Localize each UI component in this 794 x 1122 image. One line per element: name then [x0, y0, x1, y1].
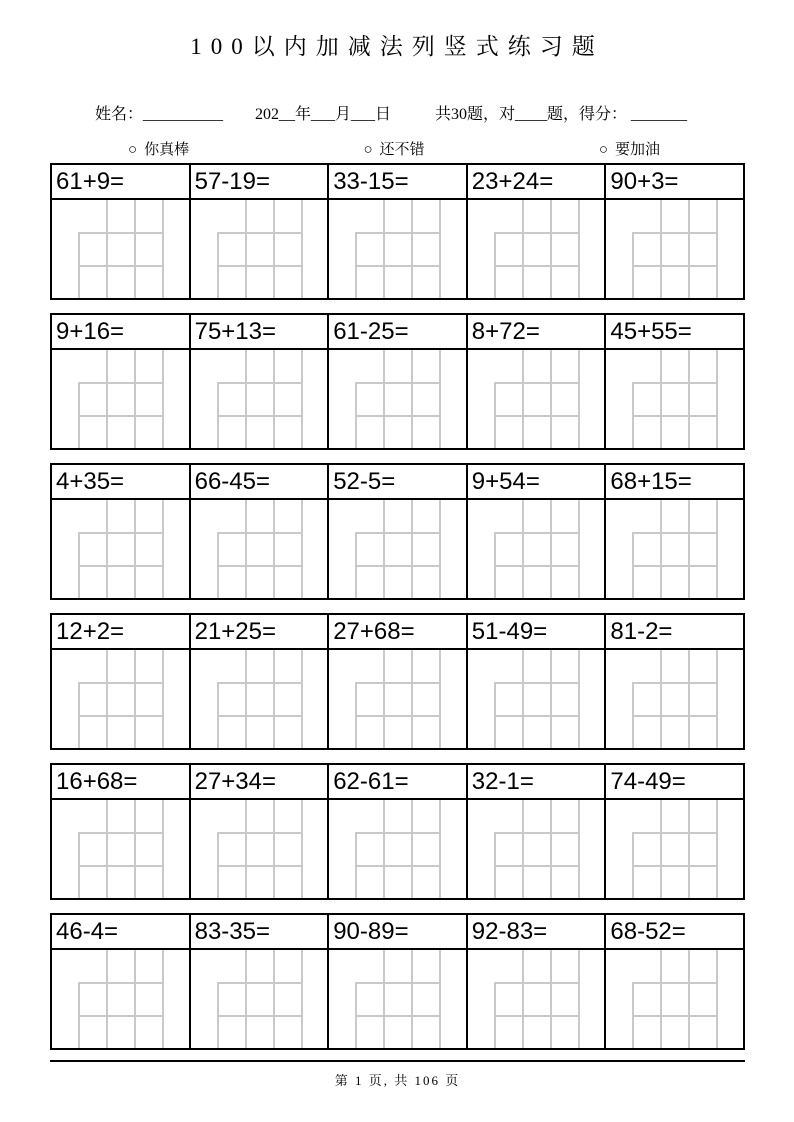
problem-cell: [604, 615, 743, 748]
problem-expression: 74-49=: [606, 765, 743, 800]
problem-cell: [466, 615, 605, 748]
rating-label: 你真棒: [144, 142, 190, 158]
work-area: [468, 500, 605, 598]
calc-grid: [78, 950, 164, 1048]
calc-grid: [494, 200, 580, 298]
calc-grid: [494, 800, 580, 898]
problem-cell: [327, 765, 466, 898]
rating-label: 还不错: [379, 142, 425, 158]
problem-expression: 9+16=: [52, 315, 189, 350]
calc-grid: [355, 650, 441, 748]
calc-grid: [632, 200, 718, 298]
problem-row: [50, 763, 745, 900]
work-area: [329, 650, 466, 748]
work-area: [52, 350, 189, 448]
problem-cell: [466, 915, 605, 1048]
calc-grid: [78, 350, 164, 448]
problem-row: [50, 463, 745, 600]
work-area: [52, 650, 189, 748]
work-area: [468, 350, 605, 448]
problem-expression: 16+68=: [52, 765, 189, 800]
work-area: [329, 800, 466, 898]
work-area: [606, 350, 743, 448]
problem-expression: 61+9=: [52, 165, 189, 200]
problem-expression: 45+55=: [606, 315, 743, 350]
rating-row: [128, 138, 660, 159]
problem-cell: [189, 465, 328, 598]
problem-cell: [327, 315, 466, 448]
calc-grid: [355, 350, 441, 448]
calc-grid: [355, 800, 441, 898]
work-area: [191, 350, 328, 448]
problem-row: [50, 313, 745, 450]
work-area: [329, 500, 466, 598]
calc-grid: [217, 350, 303, 448]
calc-grid: [632, 650, 718, 748]
work-area: [191, 800, 328, 898]
problem-cell: [466, 765, 605, 898]
calc-grid: [494, 650, 580, 748]
problem-expression: 46-4=: [52, 915, 189, 950]
calc-grid: [494, 500, 580, 598]
problem-cell: [52, 915, 189, 1048]
calc-grid: [78, 650, 164, 748]
work-area: [606, 800, 743, 898]
problem-cell: [604, 165, 743, 298]
problem-sheet: [50, 163, 745, 1089]
work-area: [191, 950, 328, 1048]
student-name-field: 姓名：__________: [95, 106, 224, 123]
problem-expression: 68+15=: [606, 465, 743, 500]
problem-expression: 8+72=: [468, 315, 605, 350]
problem-cell: [327, 915, 466, 1048]
problem-cell: [52, 765, 189, 898]
calc-grid: [632, 350, 718, 448]
work-area: [606, 650, 743, 748]
problem-expression: 12+2=: [52, 615, 189, 650]
calc-grid: [217, 950, 303, 1048]
calc-grid: [217, 650, 303, 748]
problem-expression: 90+3=: [606, 165, 743, 200]
problem-row: [50, 613, 745, 750]
calc-grid: [494, 950, 580, 1048]
date-field: 202__年___月___日: [255, 106, 392, 123]
score-field: 共30题，对____题，得分： _______: [435, 106, 688, 123]
problem-expression: 57-19=: [191, 165, 328, 200]
problem-expression: 27+68=: [329, 615, 466, 650]
problem-cell: [189, 615, 328, 748]
calc-grid: [632, 500, 718, 598]
problem-expression: 81-2=: [606, 615, 743, 650]
circle-icon: ○: [598, 142, 608, 158]
work-area: [52, 800, 189, 898]
work-area: [468, 650, 605, 748]
calc-grid: [494, 350, 580, 448]
problem-cell: [604, 765, 743, 898]
problem-expression: 23+24=: [468, 165, 605, 200]
problem-expression: 51-49=: [468, 615, 605, 650]
problem-cell: [604, 465, 743, 598]
calc-grid: [217, 800, 303, 898]
rating-item-ok: [363, 138, 424, 159]
problem-expression: 92-83=: [468, 915, 605, 950]
problem-cell: [466, 465, 605, 598]
problem-expression: 32-1=: [468, 765, 605, 800]
problem-expression: 90-89=: [329, 915, 466, 950]
student-info-line: [95, 101, 794, 124]
calc-grid: [78, 500, 164, 598]
problem-cell: [327, 615, 466, 748]
problem-cell: [189, 165, 328, 298]
work-area: [468, 800, 605, 898]
problem-cell: [466, 165, 605, 298]
calc-grid: [355, 500, 441, 598]
work-area: [52, 950, 189, 1048]
work-area: [52, 200, 189, 298]
calc-grid: [78, 200, 164, 298]
problem-row: [50, 163, 745, 300]
problem-expression: 52-5=: [329, 465, 466, 500]
problem-cell: [52, 465, 189, 598]
page-title: 100以内加减法列竖式练习题: [190, 34, 604, 59]
rating-item-great: [128, 138, 189, 159]
calc-grid: [217, 500, 303, 598]
problem-cell: [604, 915, 743, 1048]
problem-expression: 9+54=: [468, 465, 605, 500]
problem-expression: 83-35=: [191, 915, 328, 950]
circle-icon: ○: [363, 142, 373, 158]
calc-grid: [632, 950, 718, 1048]
page-number: 第 1 页, 共 106 页: [334, 1073, 461, 1088]
footer-divider: [50, 1060, 745, 1062]
problem-cell: [189, 315, 328, 448]
problem-expression: 62-61=: [329, 765, 466, 800]
problem-expression: 68-52=: [606, 915, 743, 950]
calc-grid: [78, 800, 164, 898]
work-area: [468, 200, 605, 298]
work-area: [191, 500, 328, 598]
work-area: [191, 650, 328, 748]
problem-expression: 33-15=: [329, 165, 466, 200]
work-area: [606, 950, 743, 1048]
calc-grid: [632, 800, 718, 898]
problem-expression: 27+34=: [191, 765, 328, 800]
problem-expression: 61-25=: [329, 315, 466, 350]
work-area: [329, 350, 466, 448]
calc-grid: [217, 200, 303, 298]
problem-expression: 66-45=: [191, 465, 328, 500]
work-area: [52, 500, 189, 598]
work-area: [329, 950, 466, 1048]
rating-label: 要加油: [614, 142, 660, 158]
problem-expression: 4+35=: [52, 465, 189, 500]
problem-row: [50, 913, 745, 1050]
problem-expression: 21+25=: [191, 615, 328, 650]
calc-grid: [355, 200, 441, 298]
work-area: [191, 200, 328, 298]
work-area: [606, 500, 743, 598]
problem-cell: [52, 165, 189, 298]
problem-cell: [189, 765, 328, 898]
problem-cell: [52, 315, 189, 448]
problem-cell: [466, 315, 605, 448]
work-area: [329, 200, 466, 298]
problem-cell: [189, 915, 328, 1048]
circle-icon: ○: [128, 142, 138, 158]
work-area: [606, 200, 743, 298]
problem-cell: [52, 615, 189, 748]
problem-cell: [327, 165, 466, 298]
work-area: [468, 950, 605, 1048]
problem-cell: [327, 465, 466, 598]
rating-item-effort: [599, 138, 660, 159]
problem-expression: 75+13=: [191, 315, 328, 350]
calc-grid: [355, 950, 441, 1048]
problem-cell: [604, 315, 743, 448]
